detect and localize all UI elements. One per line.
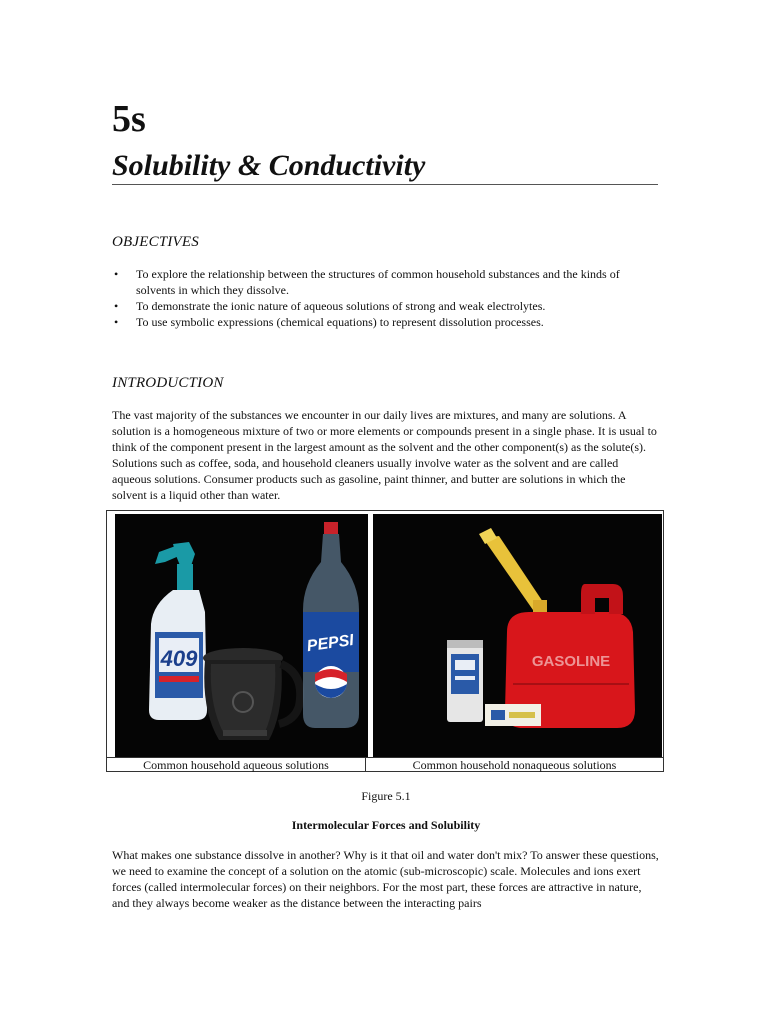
objectives-list [112,266,658,330]
imf-paragraph: What makes one substance dissolve in another? Why is it that oil and water don't mix? To answer these questions, we need to examine the concept of a solution on the atomic (sub-microscopic) scale. Molecules and ions exert forces (called intermolecular forces) on their neighbors. For the most part, these forces are attractive in nature, and they always become weaker as the distance between the interacting pairs [112,848,659,910]
aqueous-caption: Common household aqueous solutions [143,758,329,772]
objective-item: • To demonstrate the ionic nature of aqueous solutions of strong and weak electrolytes. [112,298,658,314]
introduction-paragraph: The vast majority of the substances we encounter in our daily lives are mixtures, and many are solutions. A solution is a homogeneous mixture of two or more elements or compounds present in a single phase. It is usual to think of the component present in the largest amount as the solvent and the other component(s) as the solute(s). Solutions such as coffee, soda, and household cleaners usually involve water as the solvent and are called aqueous solutions. Consumer products such as gasoline, paint thinner, and butter are solutions in which the solvent is a liquid other than water. [112,408,657,502]
aqueous-solutions-illustration [115,514,368,757]
gas-can-label: GASOLINE [531,653,611,670]
objectives-heading: OBJECTIVES [112,234,199,250]
nonaqueous-caption: Common household nonaqueous solutions [412,758,617,772]
aqueous-solutions-photo [115,514,368,757]
objective-item: • To use symbolic expressions (chemical equations) to represent dissolution processes. [112,314,658,330]
chapter-title: Solubility & Conductivity [112,150,658,185]
chapter-number: 5s [112,98,146,140]
figure-label: Figure 5.1 [361,789,411,803]
cleaner-brand-label: 409 [160,646,198,671]
nonaqueous-solutions-illustration [373,514,662,757]
objective-item: • To explore the relationship between the structures of common household substances and the kinds of solvents in which they dissolve. [112,266,658,298]
nonaqueous-solutions-photo [373,514,662,757]
soda-brand-label: PEPSI [305,631,355,656]
figure-table [106,510,664,772]
introduction-heading: INTRODUCTION [112,375,224,391]
imf-heading: Intermolecular Forces and Solubility [291,818,481,832]
